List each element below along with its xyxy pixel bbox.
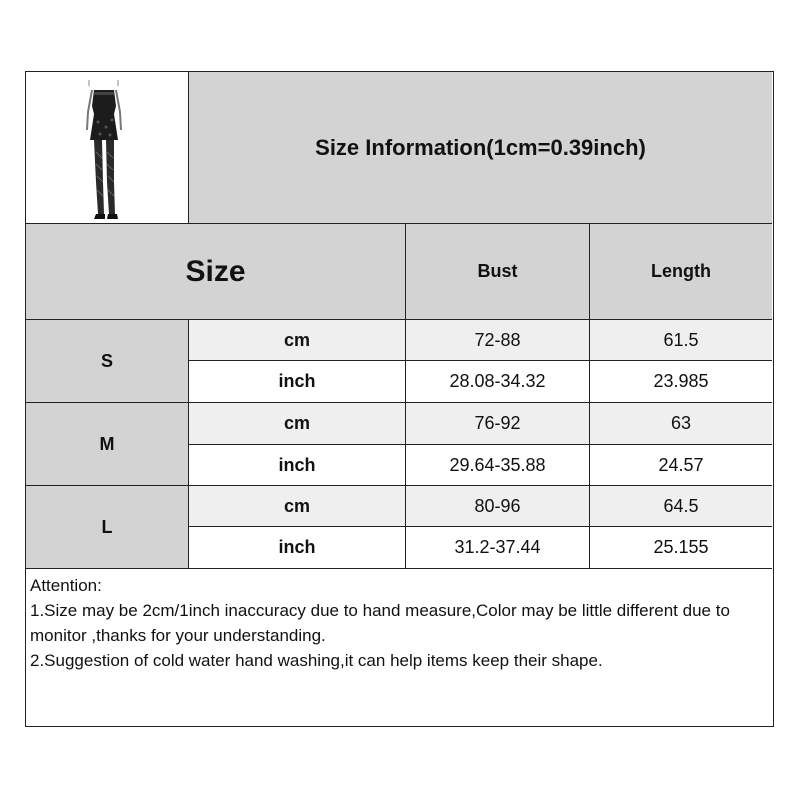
page-title: Size Information(1cm=0.39inch)	[315, 134, 646, 160]
attention-note-2: 2.Suggestion of cold water hand washing,it can help items keep their shape.	[30, 651, 603, 670]
size-m-cell	[26, 403, 189, 486]
length-value: 61.5	[663, 329, 699, 350]
size-label: M	[99, 433, 115, 454]
size-header: Size	[185, 254, 246, 288]
size-header-cell	[26, 224, 406, 320]
attention-notes	[26, 569, 772, 725]
table-cell	[189, 486, 406, 527]
bust-value: 29.64-35.88	[449, 454, 546, 475]
attention-note-1: 1.Size may be 2cm/1inch inaccuracy due to hand measure,Color may be little different due to monitor ,thanks for your understanding.	[30, 601, 730, 645]
length-header: Length	[651, 261, 711, 281]
length-value: 24.57	[658, 454, 704, 475]
bust-value: 31.2-37.44	[454, 537, 541, 557]
table-cell	[590, 486, 772, 527]
length-header-cell	[590, 224, 772, 320]
length-value: 63	[670, 413, 692, 433]
dress-figure-icon	[26, 72, 189, 224]
unit-label: cm	[283, 413, 310, 433]
table-cell	[189, 361, 406, 403]
table-cell	[189, 320, 406, 361]
table-cell	[189, 445, 406, 486]
table-cell	[406, 403, 590, 445]
table-cell	[406, 527, 590, 569]
table-cell	[590, 403, 772, 445]
unit-label: inch	[278, 371, 316, 391]
size-s-cell	[26, 320, 189, 403]
table-cell	[406, 320, 590, 361]
bust-header: Bust	[477, 261, 518, 281]
unit-label: cm	[283, 329, 310, 350]
title-cell	[189, 72, 772, 224]
bust-value: 80-96	[474, 495, 521, 516]
unit-label: inch	[278, 537, 316, 557]
table-cell	[406, 361, 590, 403]
length-value: 25.155	[653, 537, 709, 557]
length-value: 64.5	[663, 495, 699, 516]
bust-value: 72-88	[474, 329, 521, 350]
table-cell	[406, 486, 590, 527]
size-label: L	[101, 516, 113, 537]
bust-value: 28.08-34.32	[449, 371, 546, 391]
unit-label: inch	[278, 454, 316, 475]
product-image	[26, 72, 189, 224]
size-l-cell	[26, 486, 189, 569]
table-cell	[189, 527, 406, 569]
bust-header-cell	[406, 224, 590, 320]
table-cell	[590, 445, 772, 486]
unit-label: cm	[283, 495, 310, 516]
table-cell	[590, 527, 772, 569]
table-cell	[590, 361, 772, 403]
bust-value: 76-92	[474, 413, 521, 433]
size-label: S	[100, 350, 113, 371]
table-cell	[590, 320, 772, 361]
length-value: 23.985	[653, 371, 709, 391]
table-cell	[406, 445, 590, 486]
size-chart	[25, 71, 774, 727]
attention-heading: Attention:	[30, 576, 102, 595]
table-cell	[189, 403, 406, 445]
